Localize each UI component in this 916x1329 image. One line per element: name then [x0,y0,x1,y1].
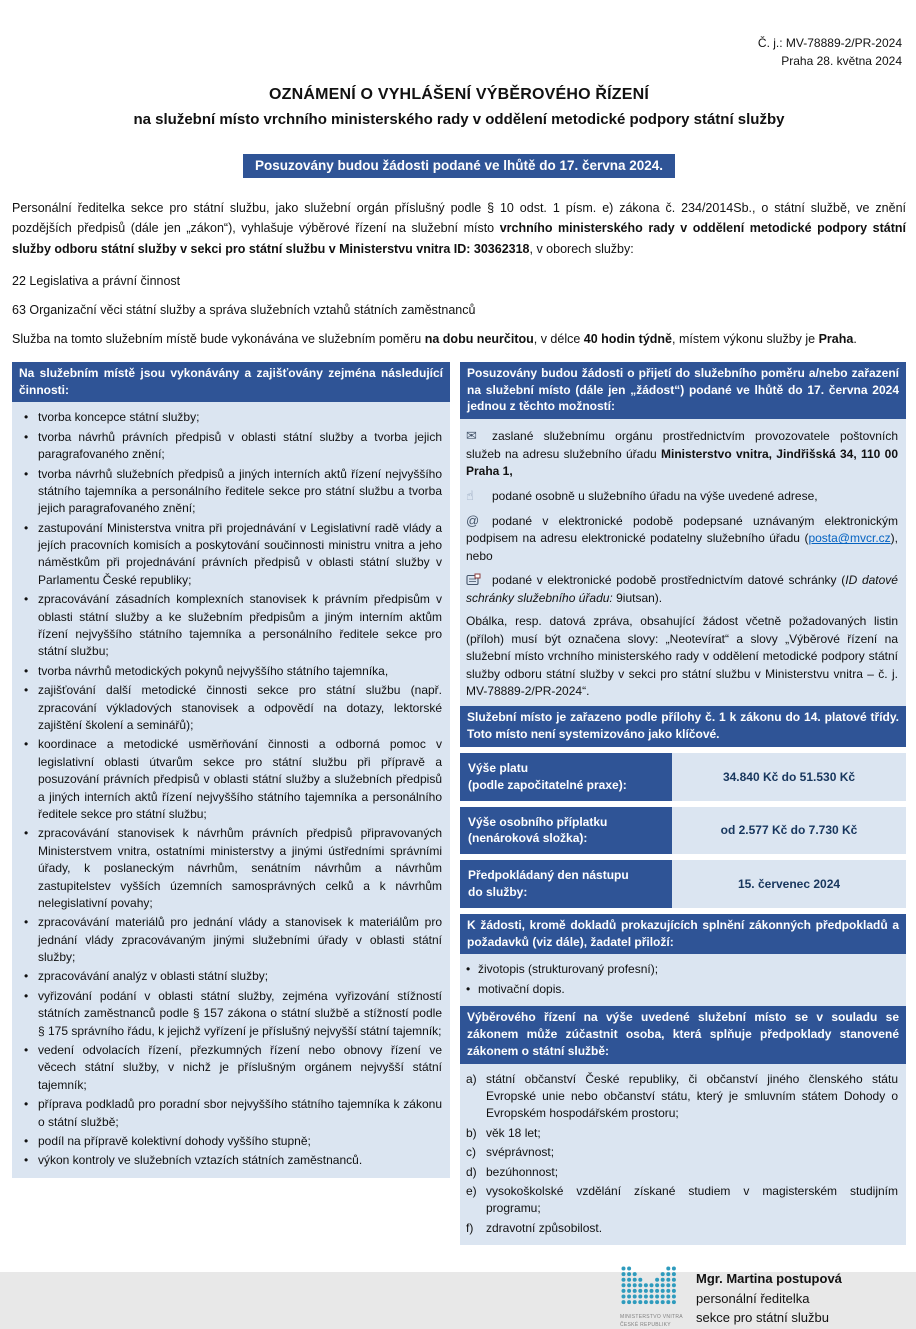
duties-header: Na služebním místě jsou vykonávány a zajišťovány zejména následující činnosti: [12,362,450,403]
service-terms-paragraph [12,332,906,346]
podatelna-email-link[interactable]: posta@mvcr.cz [808,531,891,546]
list-item: • vyřizování podání v oblasti státní služby, zejména vyřizování stížností státních zaměstnanců podle § 157 zákona o státní službě a stížností podle § 175 správního řádu, k jejichž vyřízení je příslušný nejvyšší státní tajemník; [22,988,442,1040]
requirements-list [466,1071,898,1238]
attachments-list [466,961,898,998]
start-date-label [460,860,672,908]
option-text: podané v elektronické podobě podepsané uznávaným elektronickým podpisem na adresu elektronické podatelny služebního úřadu ( [466,513,898,546]
requirement-text: zdravotní způsobilost. [486,1220,603,1235]
requirement-text: vysokoškolské vzdělání získané studiem v magisterském studijním programu; [486,1183,898,1216]
ministry-logo-icon [620,1265,678,1307]
intro-text-end: , v oborech služby: [529,241,634,256]
signer-role: sekce pro státní službu [696,1310,829,1326]
label-line: do služby: [468,885,528,899]
databox-id-label-italic: ID datové schránky služebního úřadu: [466,573,898,606]
signer-name: Mgr. Martina postupová [696,1271,842,1287]
list-item: • zpracovávání analýz v oblasti státní služby; [22,968,442,985]
submission-header: Posuzovány budou žádosti o přijetí do služebního poměru a/nebo zařazení na služební místo (dále jen „žádost“) podané ve lhůtě do 17. června 2024 jednou z těchto možností: [460,362,906,419]
label-line: (podle započitatelné praxe): [468,777,627,792]
list-item: • životopis (strukturovaný profesní); [466,961,898,978]
submission-option-post [466,427,898,481]
reference-number: Č. j.: MV-78889-2/PR-2024 [757,36,902,50]
requirement-text: bezúhonnost; [486,1164,559,1179]
hand-icon: ☝ [466,487,474,503]
list-item: • výkon kontroly ve služebních vztazích státních zaměstnanců. [22,1152,442,1169]
list-item [466,1220,898,1237]
list-item: • zpracovávání stanovisek k návrhům právních předpisů připravovaných Ministerstvem vnitra, ostatními ministerstvy a jinými ústředními správními úřady, k poslaneckým návrhům, senátním návrhům a návrhům zastupitelstev vyšších územních samosprávných celků a k návrhům nelegislativní povahy; [22,825,442,912]
application-column [460,362,906,1245]
service-field-1: 22 Legislativa a právní činnost [12,273,181,288]
envelope-icon: ✉ [466,428,477,444]
ministry-logo [620,1265,682,1329]
option-text-end: 9iutsan). [612,591,663,606]
service-terms-text4: . [853,331,857,346]
requirement-letter: f) [466,1220,474,1235]
attachments-header: K žádosti, kromě dokladů prokazujících splnění zákonných předpokladů a požadavků (viz dále), žadatel přiloží: [460,914,906,955]
envelope-note: Obálka, resp. datová zpráva, obsahující žádost včetně požadovaných listin (příloh) musí být označena slovy: „Neotevírat“ a slovy „Výběrové řízení na služební místo vrchního ministerského rady v oddělení metodické podpory státní služby odboru státní služby v sekci pro státní službu v Ministerstvu vnitra – č. j. MV-78889-2/PR-2024“. [466,614,898,699]
requirement-text: státní občanství České republiky, či občanství jiného členského státu Evropské unie nebo občanství státu, který je smluvním státem Dohody o Evropském hospodářském prostoru; [486,1071,898,1121]
submission-option-databox [466,571,898,607]
list-item: • motivační dopis. [466,981,898,998]
requirement-letter: b) [466,1125,477,1140]
at-sign-icon: @ [466,512,480,528]
salary-value: 34.840 Kč do 51.530 Kč [672,753,906,801]
intro-text: Personální ředitelka sekce pro státní službu, jako služební orgán příslušný podle § 10 odst. 1 písm. e) zákona č. 234/2014Sb., o státní službě, ve znění pozdějších předpisů (dále jen „zákon“), vyhlašuje výběrové řízení na služební místo [12,201,906,236]
place-and-date: Praha 28. května 2024 [781,54,902,68]
service-field-2: 63 Organizační věci státní služby a správa služebních vztahů státních zaměstnanců [12,302,476,317]
list-item: • zastupování Ministerstva vnitra při projednávání v Legislativní radě vlády a jejích pracovních komisích a poskytování součinnosti ministru vnitra a jeho náměstkům při projednávání právních předpisů v oblasti státní služby v Parlamentu České republiky; [22,520,442,590]
list-item: • koordinace a metodické usměrňování činnosti a odborná pomoc v legislativní oblasti útvarům sekce pro státní službu při přípravě a posuzování právních předpisů v oblasti státní služby a služebních předpisů a jiných interních aktů řízení nejvyššího státního tajemníka a personálního ředitele sekce pro státní službu; [22,736,442,823]
list-item [466,1164,898,1181]
eligibility-header: Výběrového řízení na výše uvedené služební místo se v souladu se zákonem může zúčastnit osoba, která splňuje předpoklady stanovené zákonem o státní službě: [460,1006,906,1063]
list-item: • zpracovávání materiálů pro jednání vlády a stanovisek k materiálům pro jednání vlády zpracovávaným jinými služebními úřady v oblasti státní služby; [22,914,442,966]
label-line: (nenároková složka): [468,831,588,846]
eligibility-panel [460,1064,906,1246]
logo-caption-line: MINISTERSTVO VNITRA [620,1314,683,1321]
list-item: • tvorba návrhů metodických pokynů nejvyššího státního tajemníka, [22,663,442,680]
two-column-layout [12,362,906,1245]
signer-info [696,1265,842,1328]
deadline-banner: Posuzovány budou žádosti podané ve lhůtě do 17. června 2024. [243,154,675,178]
list-item [466,1125,898,1142]
list-item: • tvorba návrhů služebních předpisů a jiných interních aktů řízení nejvyššího státního tajemníka a personálního ředitele sekce pro státní službu a tvorba jejich paragrafovaného znění; [22,466,442,518]
service-terms-text3: , místem výkonu služby je [672,331,819,346]
list-item: • tvorba návrhů právních předpisů v oblasti státní služby a tvorba jejich paragrafovaného znění; [22,429,442,464]
list-item: • podíl na přípravě kolektivní dohody vyššího stupně; [22,1133,442,1150]
list-item: • vedení odvolacích řízení, přezkumných řízení nebo obnovy řízení ve věcech státní služby, v nichž je příslušným orgánem nejvyšší státní tajemník; [22,1042,442,1094]
bonus-label [460,807,672,855]
intro-paragraph [12,198,906,259]
logo-caption [620,1314,682,1329]
label-line: Předpokládaný den nástupu [468,868,629,883]
label-line: Výše osobního příplatku [468,814,608,829]
page-subtitle: na služební místo vrchního ministerského rady v oddělení metodické podpory státní služby [133,111,785,128]
requirement-text: věk 18 let; [486,1125,541,1140]
option-text: zaslané služebnímu orgánu prostřednictvím provozovatele poštovních služeb na adresu služebního úřadu [466,429,898,461]
list-item: • tvorba koncepce státní služby; [22,409,442,426]
option-address-bold: Ministerstvo vnitra, Jindřišská 34, 110 00 Praha 1, [466,446,898,479]
table-row [460,860,906,908]
page-title: OZNÁMENÍ O VYHLÁŠENÍ VÝBĚROVÉHO ŘÍZENÍ [268,86,650,103]
duties-panel [12,402,450,1177]
deadline-banner-wrap [12,154,906,178]
service-term-place: Praha [818,331,854,346]
table-row [460,753,906,801]
option-text-end: ), nebo [466,531,898,563]
signature-block [620,1265,906,1329]
option-text: podané v elektronické podobě prostřednictvím datové schránky ( [492,573,846,588]
duties-column [12,362,450,1178]
submission-panel [460,419,906,706]
service-terms-text: Služba na tomto služebním místě bude vykonávána ve služebním poměru [12,331,425,346]
bonus-value: od 2.577 Kč do 7.730 Kč [672,807,906,855]
requirement-letter: e) [466,1183,477,1198]
option-text: podané osobně u služebního úřadu na výše uvedené adrese, [492,488,818,503]
table-row [460,807,906,855]
logo-caption-line: ČESKÉ REPUBLIKY [620,1321,671,1328]
list-item [466,1144,898,1161]
reference-block [12,34,906,70]
salary-label [460,753,672,801]
pay-grade-header: Služební místo je zařazeno podle přílohy č. 1 k zákonu do 14. platové třídy. Toto místo není systemizováno jako klíčové. [460,706,906,747]
requirement-letter: d) [466,1164,477,1179]
list-item [466,1183,898,1218]
requirement-text: svéprávnost; [486,1145,555,1160]
list-item: • zajišťování další metodické činnosti sekce pro státní službu (např. zpracování výkladových stanovisek a odpovědí na dotazy, lektorské zajištění školení a seminářů); [22,682,442,734]
requirement-letter: c) [466,1145,476,1160]
intro-position-bold: vrchního ministerského rady v oddělení metodické podpory státní služby odboru státní služby v sekci pro státní službu v Ministerstvu vnitra ID: 30362318 [12,221,906,256]
requirement-letter: a) [466,1071,477,1086]
service-terms-text2: , v délce [533,331,584,346]
label-line: Výše platu [468,761,529,776]
title-block [12,86,906,128]
list-item [466,1071,898,1123]
duties-list [18,409,442,1169]
databox-icon [466,571,482,590]
signer-role: personální ředitelka [696,1290,810,1306]
submission-option-email [466,512,898,566]
service-term-hours: 40 hodin týdně [583,331,672,346]
list-item: • příprava podkladů pro poradní sbor nejvyššího státního tajemníka k zákonu o státní službě; [22,1096,442,1131]
service-term-duration: na dobu neurčitou [424,331,534,346]
list-item: • zpracovávání zásadních komplexních stanovisek k právním předpisům v oblasti státní služby a ke služebním předpisům a jiným interním aktům řízení nejvyššího státního tajemníka a personálního ředitele sekce pro státní službu; [22,591,442,661]
submission-option-in-person [466,487,898,506]
start-date-value: 15. červenec 2024 [672,860,906,908]
attachments-panel [460,954,906,1006]
